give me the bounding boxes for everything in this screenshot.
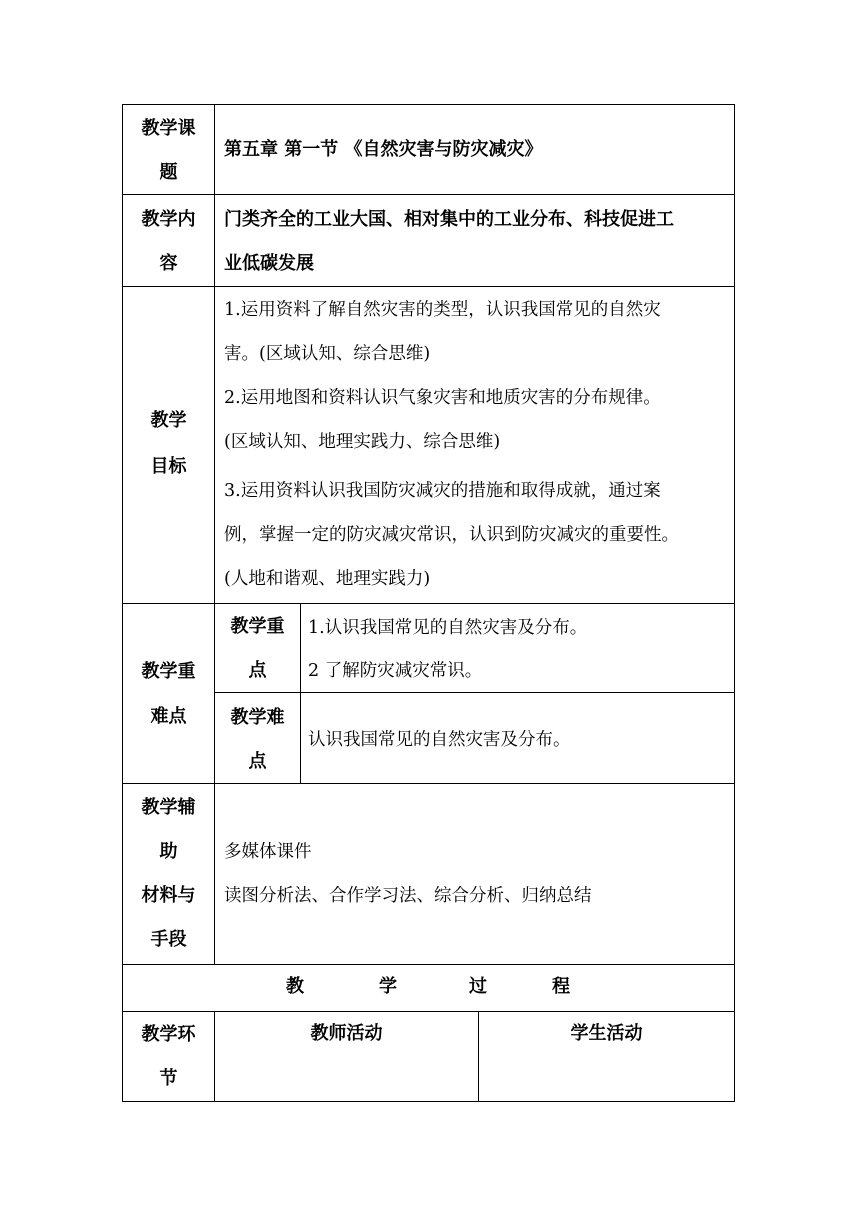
difficulty-label-line1: 教学难 — [230, 707, 285, 728]
materials-label-line2: 助 — [159, 841, 178, 862]
difficulty-label-line2: 点 — [248, 751, 267, 772]
goals-label-line2: 目标 — [150, 456, 187, 477]
stage-label-line2: 节 — [159, 1068, 178, 1089]
goal-line-5: 3.运用资料认识我国防灾减灾的措施和取得成就，通过案 — [224, 481, 661, 501]
materials-item-1: 多媒体课件 — [224, 842, 312, 862]
student-activity-header: 学生活动 — [570, 1023, 643, 1044]
topic-label-line1: 教学课 — [141, 118, 196, 139]
materials-label-line3: 材料与 — [141, 885, 196, 906]
teacher-activity-header: 教师活动 — [310, 1023, 383, 1044]
focus-label-line1: 教学重 — [230, 616, 285, 637]
process-header-char-3: 过 — [469, 976, 487, 997]
stage-label-line1: 教学环 — [141, 1024, 196, 1045]
materials-item-2: 读图分析法、合作学习法、综合分析、归纳总结 — [224, 886, 592, 906]
topic-value: 第五章 第一节 《自然灾害与防灾减灾》 — [224, 139, 543, 160]
process-header-char-2: 学 — [379, 976, 397, 997]
goal-line-3: 2.运用地图和资料认识气象灾害和地质灾害的分布规律。 — [224, 388, 661, 408]
focus-item-1: 1.认识我国常见的自然灾害及分布。 — [308, 618, 588, 638]
goal-line-6: 例，掌握一定的防灾减灾常识，认识到防灾减灾的重要性。 — [224, 525, 679, 545]
goal-line-2: 害。(区域认知、综合思维) — [224, 344, 431, 364]
materials-label-line1: 教学辅 — [141, 797, 196, 818]
materials-label-line4: 手段 — [150, 929, 187, 950]
difficulty-value: 认识我国常见的自然灾害及分布。 — [308, 730, 571, 750]
content-value-line2: 业低碳发展 — [224, 253, 314, 274]
goal-line-7: (人地和谐观、地理实践力) — [224, 569, 431, 589]
topic-label-line2: 题 — [159, 162, 178, 183]
process-header-char-4: 程 — [552, 976, 570, 997]
content-label-line2: 容 — [159, 253, 178, 274]
content-value-line1: 门类齐全的工业大国、相对集中的工业分布、科技促进工 — [224, 209, 674, 230]
key-points-label-line1: 教学重 — [141, 661, 196, 682]
key-points-label-line2: 难点 — [150, 706, 187, 727]
focus-item-2: 2 了解防灾减灾常识。 — [308, 661, 483, 681]
goals-label-line1: 教学 — [150, 410, 187, 431]
goal-line-4: (区域认知、地理实践力、综合思维) — [224, 432, 501, 452]
focus-label-line2: 点 — [248, 660, 267, 681]
goal-line-1: 1.运用资料了解自然灾害的类型，认识我国常见的自然灾 — [224, 300, 661, 320]
content-label-line1: 教学内 — [141, 209, 196, 230]
process-header-char-1: 教 — [286, 976, 304, 997]
